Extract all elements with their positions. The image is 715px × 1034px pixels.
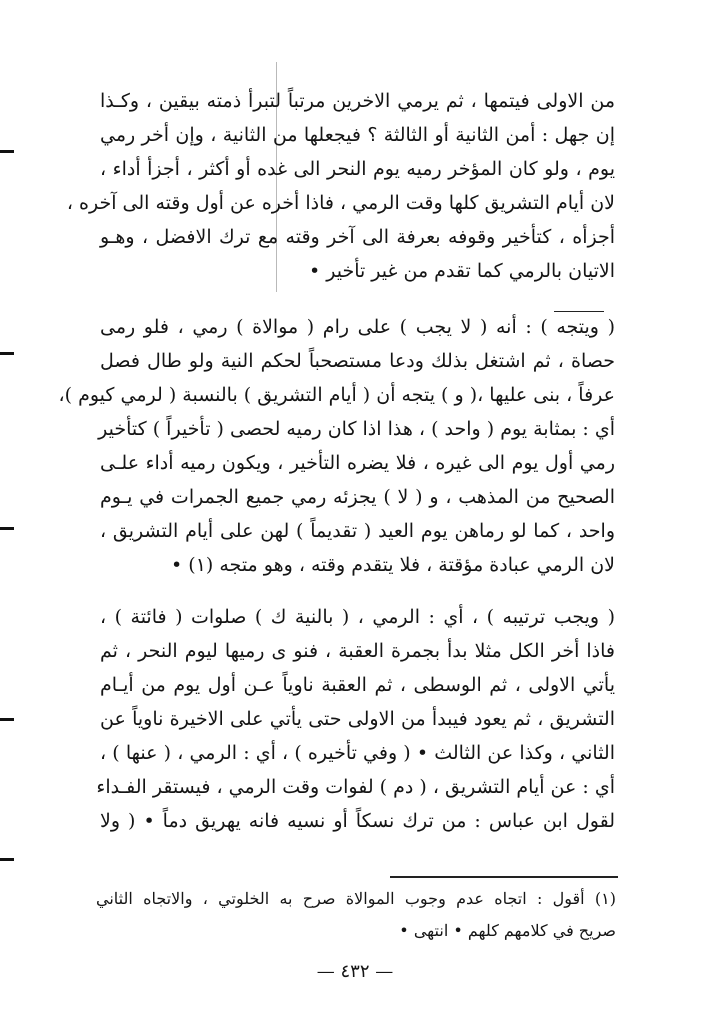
footnote-rule xyxy=(390,876,618,878)
body-line: الثاني ، وكذا عن الثالث • ( وفي تأخيره ) ، أي : الرمي ، ( عنها ) ، xyxy=(100,742,615,764)
body-line: التشريق ، ثم يعود فيبدأ من الاولى حتى يأتي على الاخيرة ناوياً عن xyxy=(100,708,615,730)
footnote-line: (١) أقول : اتجاه عدم وجوب الموالاة صرح به الخلوتي ، والاتجاه الثاني xyxy=(96,889,616,908)
margin-mark xyxy=(0,858,14,861)
body-line: فاذا أخر الكل مثلا بدأ بجمرة العقبة ، فنو ى رميها ليوم النحر ، ثم xyxy=(100,640,615,662)
body-line: لان الرمي عبادة مؤقتة ، فلا يتقدم وقته ، وهو متجه (١) • xyxy=(171,554,615,576)
body-line: واحد ، كما لو رماهن يوم العيد ( تقديماً ) لهن على أيام التشريق ، xyxy=(100,520,615,542)
body-line: ( ويجب ترتيبه ) ، أي : الرمي ، ( بالنية ك ) صلوات ( فائتة ) ، xyxy=(100,606,615,628)
body-line: ( ويتجه ) : أنه ( لا يجب ) على رام ( موالاة ) رمي ، فلو رمى xyxy=(100,316,615,338)
page-number: — ٤٣٢ — xyxy=(316,961,394,982)
body-line: حصاة ، ثم اشتغل بذلك ودعا مستصحباً لحكم النية ولو طال فصل xyxy=(100,350,615,372)
body-line: أي : بمثابة يوم ( واحد ) ، هذا اذا كان رميه لحصى ( تأخيراً ) كتأخير xyxy=(98,418,615,440)
heading-overline xyxy=(554,311,604,312)
body-line: الصحيح من المذهب ، و ( لا ) يجزئه رمي جميع الجمرات في يـوم xyxy=(100,486,615,508)
body-line: يوم ، ولو كان المؤخر رميه يوم النحر الى غده أو أكثر ، أجزأ أداء ، xyxy=(100,158,615,180)
body-line: أجزأه ، كتأخير وقوفه بعرفة الى آخر وقته مع ترك الافضل ، وهـو xyxy=(100,226,615,248)
footnote-line: صريح في كلامهم كلهم • انتهى • xyxy=(399,921,616,940)
body-line: من الاولى فيتمها ، ثم يرمي الاخرين مرتباً لتبرأ ذمته بيقين ، وكـذا xyxy=(100,90,615,112)
body-line: عرفاً ، بنى عليها ،( و ) يتجه أن ( أيام التشريق ) بالنسبة ( لرمي كيوم )، xyxy=(58,384,615,406)
body-line: رمي أول يوم الى غيره ، فلا يضره التأخير ، ويكون رميه أداء علـى xyxy=(100,452,615,474)
body-line: لان أيام التشريق كلها وقت الرمي ، فاذا أخره عن أول وقته الى آخره ، xyxy=(66,192,615,214)
margin-mark xyxy=(0,150,14,153)
body-line: إن جهل : أمن الثانية أو الثالثة ؟ فيجعلها من الثانية ، وإن أخر رمي xyxy=(100,124,615,146)
body-line: الاتيان بالرمي كما تقدم من غير تأخير • xyxy=(308,260,615,282)
margin-mark xyxy=(0,352,14,355)
body-line: لقول ابن عباس : من ترك نسكاً أو نسيه فانه يهريق دماً • ( ولا xyxy=(100,810,615,832)
margin-mark xyxy=(0,527,14,530)
body-line: يأتي الاولى ، ثم الوسطى ، ثم العقبة ناوياً عـن أول يوم من أيـام xyxy=(100,674,615,696)
margin-mark xyxy=(0,718,14,721)
body-line: أي : عن أيام التشريق ، ( دم ) لفوات وقت الرمي ، فيستقر الفـداء xyxy=(96,776,615,798)
